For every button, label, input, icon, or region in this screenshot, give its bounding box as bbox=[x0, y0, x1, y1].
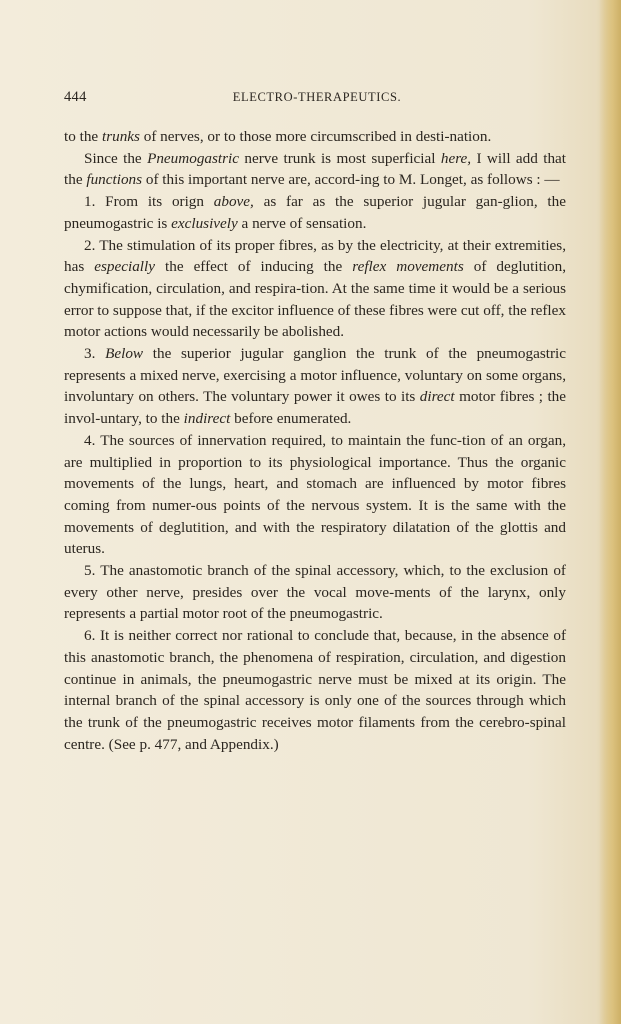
text-run: I will add that the bbox=[64, 149, 567, 189]
text-run: 6. It is neither correct nor rational to conclude that, because, in the absence of this anastomotic branch, the phenomena of respiration, circulation, and digestion continue in animals, the pneumogastric nerve must be mixed at its origin. The internal branch of the spinal accessory is only one of the sources through which the trunk of the pneumogastric receives motor filaments from the cerebro-spinal centre. (See p. 477, and Appendix.) bbox=[64, 627, 566, 753]
paragraph-item-6 bbox=[64, 625, 566, 755]
italic-run: here, bbox=[440, 149, 472, 167]
text-run: to the bbox=[64, 128, 102, 145]
italic-run: functions bbox=[86, 171, 143, 189]
text-run: 5. The anastomotic branch of the spinal accessory, which, to the exclusion of every other nerve, presides over the vocal move-ments of the larynx, only represents a partial motor root of the pneumogastric. bbox=[64, 562, 566, 623]
italic-run: indirect bbox=[183, 410, 231, 428]
text-run: of nerves, or to those more circumscribed in desti-nation. bbox=[139, 128, 492, 145]
paragraph-item-3 bbox=[64, 343, 566, 430]
page-header bbox=[64, 89, 570, 109]
page-edge bbox=[599, 0, 621, 1024]
paragraph-item-4 bbox=[64, 430, 566, 560]
italic-run: reflex movements bbox=[352, 258, 464, 276]
text-run: the effect of inducing the bbox=[155, 258, 353, 276]
text-run: as far as the superior jugular gan-glion, the pneumogastric is bbox=[64, 193, 566, 232]
italic-run: trunks bbox=[101, 128, 140, 145]
italic-run: exclusively bbox=[171, 214, 238, 232]
italic-run: Below bbox=[105, 345, 144, 363]
text-run: of this important nerve are, accord-ing to M. Longet, as follows : — bbox=[142, 171, 560, 189]
text-run: 3. bbox=[84, 345, 106, 363]
paragraph-intro bbox=[64, 126, 566, 148]
paragraph-item-5 bbox=[64, 560, 566, 625]
italic-run: direct bbox=[419, 388, 455, 406]
text-run: of deglutition, chymification, circulation, and respira-tion. At the same time it would be a serious error to suppose that, if the excitor influence of these fibres were cut off, the reflex motor actions would necessarily be abolished. bbox=[64, 258, 567, 341]
italic-run: above, bbox=[213, 193, 254, 211]
italic-run: Pneumogastric bbox=[147, 149, 240, 167]
text-run: 2. The stimulation of its proper fibres, as by the electricity, at their extremities, has bbox=[64, 236, 566, 276]
text-run: nerve trunk is most superficial bbox=[239, 149, 441, 167]
text-run: the superior jugular ganglion the trunk of the pneumogastric represents a mixed nerve, exercising a motor influence, voluntary on some organs, involuntary on others. The voluntary power it owes to its bbox=[64, 345, 566, 406]
body-text bbox=[64, 126, 566, 755]
paragraph-item-1 bbox=[64, 191, 566, 234]
text-run: 4. The sources of innervation required, to maintain the func-tion of an organ, are multiplied in proportion to its physiological importance. Thus the organic movements of the lungs, heart, and stomach are influenced by motor fibres coming from numer-ous points of the nervous system. It is the same with the movements of deglutition, and with the respiratory dilatation of the glottis and uterus. bbox=[64, 431, 566, 558]
page-number: 444 bbox=[64, 89, 87, 105]
text-run: motor fibres ; the invol-untary, to the bbox=[64, 388, 566, 428]
text-run: Since the bbox=[84, 149, 148, 167]
paragraph-pneumogastric bbox=[64, 148, 566, 191]
paragraph-item-2 bbox=[64, 235, 566, 344]
text-run: 1. From its orign bbox=[84, 193, 214, 211]
running-head: ELECTRO-THERAPEUTICS. bbox=[232, 90, 402, 104]
text-run: a nerve of sensation. bbox=[237, 214, 367, 232]
text-run: before enumerated. bbox=[230, 410, 352, 428]
italic-run: especially bbox=[94, 258, 155, 276]
